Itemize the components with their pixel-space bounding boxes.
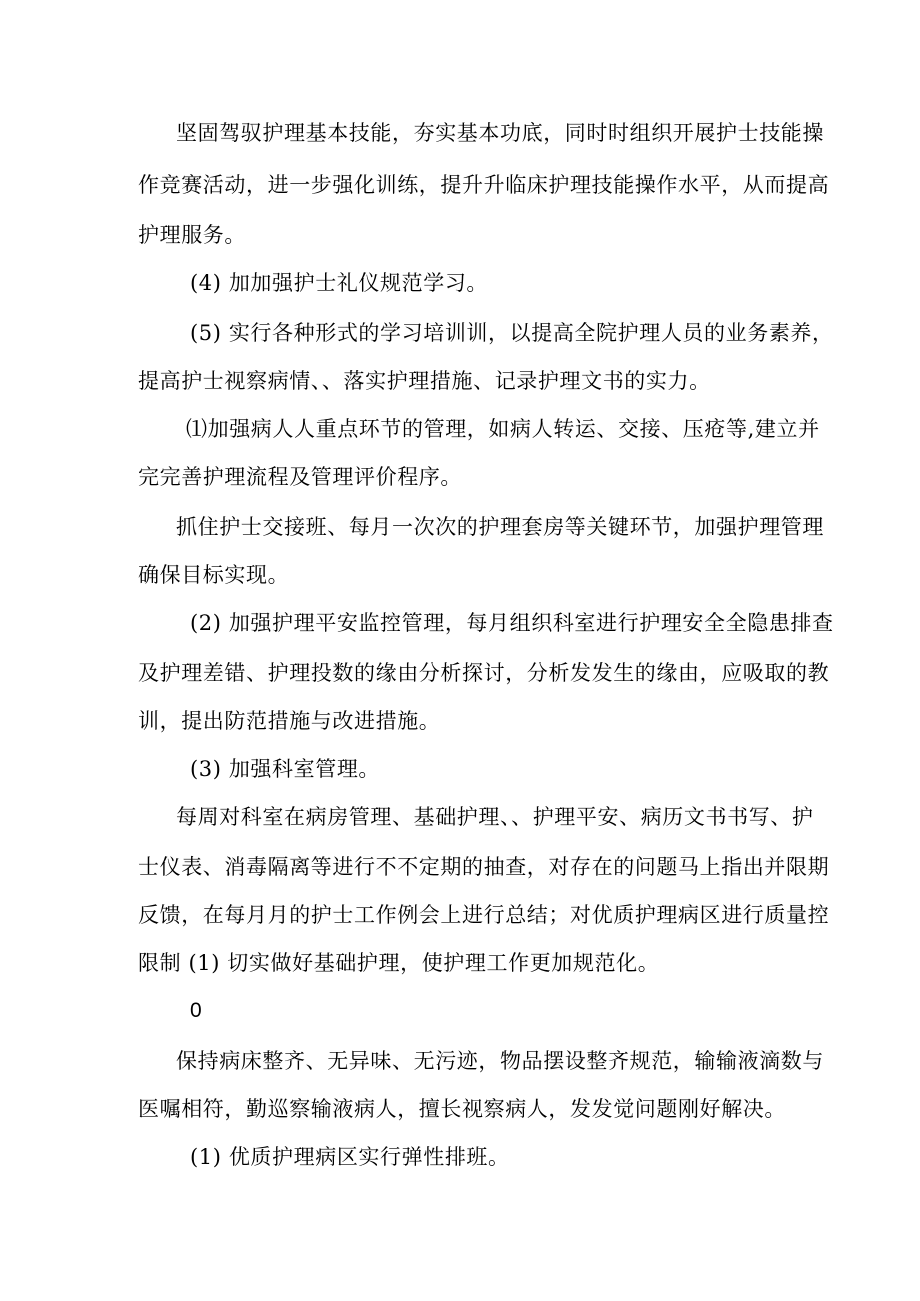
- paragraph-line: 反馈，在每月月的护士工作例会上进行总结；对优质护理病区进行质量控: [138, 903, 830, 927]
- paragraph-line: ⑴加强病人人重点环节的管理，如病人转运、交接、压疮等,建立并: [186, 417, 820, 441]
- paragraph-line: 士仪表、消毒隔离等进行不不定期的抽查，对存在的问题马上指出并限期: [138, 855, 830, 879]
- paragraph-line: 作竞赛活动，进一步强化训练，提升升临床护理技能操作水平，从而提高: [138, 173, 830, 197]
- paragraph-line: 坚固驾驭护理基本技能，夯实基本功底，同时时组织开展护士技能操: [176, 121, 824, 145]
- paragraph-line: 完完善护理流程及管理评价程序。: [138, 465, 462, 489]
- paragraph-line: 保持病床整齐、无异味、无污迹，物品摆设整齐规范，输输液滴数与: [176, 1049, 824, 1073]
- paragraph-line: 抓住护士交接班、每月一次次的护理套房等关键环节，加强护理管理: [176, 515, 824, 539]
- paragraph-line: 医嘱相符，勤巡察输液病人，擅长视察病人，发发觉问题刚好解决。: [138, 1097, 786, 1121]
- paragraph-line: (3) 加强科室管理。: [190, 757, 381, 781]
- paragraph-line: 训，提出防范措施与改进措施。: [138, 709, 441, 733]
- paragraph-line: 0: [190, 999, 203, 1022]
- paragraph-line: 限制 (1) 切实做好基础护理，使护理工作更加规范化。: [138, 951, 660, 975]
- paragraph-line: 每周对科室在病房管理、基础护理、、护理平安、病历文书书写、护: [176, 805, 814, 829]
- paragraph-line: (1) 优质护理病区实行弹性排班。: [190, 1145, 510, 1169]
- paragraph-line: 确保目标实现。: [138, 563, 290, 587]
- paragraph-line: 及护理差错、护理投数的缘由分析探讨，分析发发生的缘由，应吸取的教: [138, 661, 830, 685]
- paragraph-line: (5) 实行各种形式的学习培训训，以提高全院护理人员的业务素养，: [190, 321, 834, 345]
- paragraph-line: 护理服务。: [138, 223, 246, 247]
- paragraph-line: (2) 加强护理平安监控管理，每月组织科室进行护理安全全隐患排查: [190, 611, 834, 635]
- paragraph-line: (4) 加加强护士礼仪规范学习。: [190, 271, 489, 295]
- paragraph-line: 提高护士视察病情、、落实护理措施、记录护理文书的实力。: [138, 369, 711, 393]
